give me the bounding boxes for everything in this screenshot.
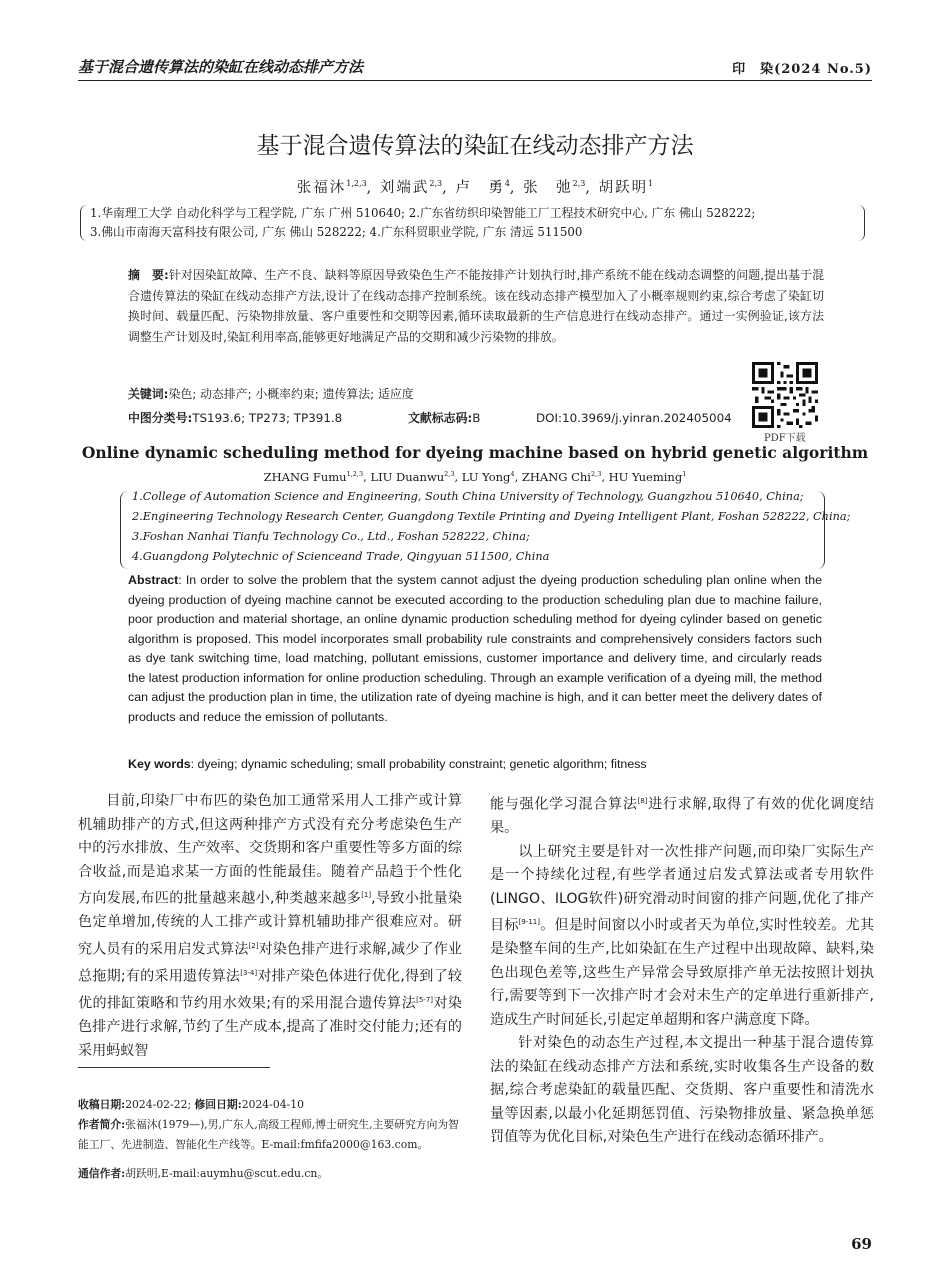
author-sep: , [366, 180, 374, 196]
author-name: 胡跃明 [598, 180, 649, 196]
page-number: 69 [851, 1235, 872, 1253]
affiliation-line: 1.华南理工大学 自动化科学与工程学院, 广东 广州 510640; 2.广东省纺织印染智能工厂工程技术研究中心, 广东 佛山 528222; [90, 206, 756, 220]
abstract-cn [128, 265, 824, 347]
keywords-text-en: : dyeing; dynamic scheduling; small probability constraint; genetic algorithm; fitness [190, 757, 647, 771]
qr-label: PDF下载 [764, 433, 806, 444]
corr-text: 胡跃明,E-mail:auymhu@scut.edu.cn。 [125, 1167, 329, 1180]
qr-code-icon[interactable] [752, 362, 818, 428]
author-name-en: ZHANG Chi [521, 470, 591, 484]
affiliation-line: 3.佛山市南海天富科技有限公司, 广东 佛山 528222; 4.广东科贸职业学院, 广东 清远 511500 [90, 225, 583, 239]
body-column-right [490, 790, 874, 1150]
affiliation-line-en: 4.Guangdong Polytechnic of Scienceand Trade, Qingyuan 511500, China [132, 550, 550, 563]
author-sep: , [514, 470, 522, 484]
footnote [78, 1095, 462, 1184]
running-title: 基于混合遗传算法的染缸在线动态排产方法 [78, 58, 364, 76]
body-text: 进行求解,取得了有效的优化调度结果。 [490, 796, 875, 837]
author-name: 张 弛 [523, 180, 573, 196]
abstract-text: 针对因染缸故障、生产不良、缺料等原因导致染色生产不能按排产计划执行时,排产系统不能在线动态调整的问题,提出基于混合遗传算法的染缸在线动态排产方法,设计了在线动态排产控制系统。该在线动态排产模型加入了小概率规则约束,综合考虑了染缸切换时间、载量匹配、污染物排放量、客户重要性和交期等因素,循环读取最新的生产信息进行在线动态排产。通过一实例验证,该方法调整生产计划及时,染缸利用率高,能够更好地满足产品的交期和减少污染物的排放。 [128, 268, 824, 344]
abstract-label: 摘 要: [128, 268, 169, 282]
footnote-bio [78, 1115, 462, 1155]
revised-date: 2024-04-10 [241, 1098, 304, 1111]
received-date: 2024-02-22; [125, 1098, 195, 1111]
citation-ref: [5-7] [416, 996, 434, 1005]
keywords-label: 关键词: [128, 387, 169, 401]
keywords-text: 染色; 动态排产; 小概率约束; 遗传算法; 适应度 [168, 387, 414, 401]
body-text: 目前,印染厂中布匹的染色加工通常采用人工排产或计算机辅助排产的方式,但这两种排产方式没有充分考虑染色生产中的污水排放、生产效率、交货期和客户重要性等多方面的综合收益,而是追求某一方面的性能最佳。随着产品趋于个性化方向发展,布匹的批量越来越小,种类越来越多 [78, 793, 462, 907]
keywords-en [128, 757, 647, 771]
header-rule [78, 80, 872, 81]
author-sup: 2,3 [572, 179, 586, 189]
abstract-label-en: Abstract [128, 573, 179, 587]
body-text: 对染色排产进行求解,减少了作业总拖期;有的采用遗传算法 [78, 941, 462, 985]
body-paragraph [78, 790, 462, 1063]
author-sup: 1 [648, 179, 654, 189]
author-sep: , [601, 470, 609, 484]
citation-ref: [8] [637, 797, 648, 805]
bio-text: 张福沐(1979—),男,广东人,高级工程师,博士研究生,主要研究方向为智能工厂、先进制造、智能化生产线等。E-mail:fmfifa2000@163.com。 [78, 1118, 459, 1151]
author-sep: , [454, 470, 462, 484]
author-name-en: LU Yong [461, 470, 511, 484]
affiliation-line-en: 1.College of Automation Science and Engineering, South China University of Technology, Guangzhou 510640, China; [132, 490, 804, 503]
body-text: 。但是时间窗以小时或者天为单位,实时性较差。尤其是染整车间的生产,比如染缸在生产过程中出现故障、缺料,染色出现色差等,这些生产异常会导致原排产单无法按照计划执行,需要等到下一次排产时才会对未生产的定单进行重新排产,造成生产时间延长,引起定单超期和客户满意度下降。 [490, 917, 874, 1028]
author-sup-en: 1,2,3 [346, 470, 364, 479]
author-sup: 2,3 [429, 179, 443, 189]
footnote-corresponding [78, 1164, 462, 1184]
author-sup-en: 2,3 [444, 470, 455, 479]
footnote-dates [78, 1095, 462, 1115]
doi-value: 10.3969/j.yinran.202405004 [562, 411, 732, 425]
keywords-label-en: Key words [128, 757, 191, 771]
journal-issue: 印 染(2024 No.5) [732, 62, 872, 77]
corr-label: 通信作者: [78, 1167, 126, 1180]
bio-label: 作者简介: [78, 1118, 126, 1131]
keywords-cn [128, 384, 414, 405]
author-sep: , [509, 180, 517, 196]
received-label: 收稿日期: [78, 1098, 126, 1111]
citation-ref: [9-11] [518, 918, 540, 927]
author-name: 卢 勇 [455, 180, 505, 196]
body-text: 对染色排产进行求解,节约了生产成本,提高了准时交付能力;还有的采用蚂蚁智 [78, 995, 463, 1059]
author-sep: , [442, 180, 449, 196]
body-text: 能与强化学习混合算法 [490, 796, 638, 813]
affiliation-line-en: 3.Foshan Nanhai Tianfu Technology Co., Ltd., Foshan 528222, China; [132, 530, 530, 543]
body-text: 以上研究主要是针对一次性排产问题,而印染厂实际生产是一个持续化过程,有些学者通过启发式算法或者专用软件(LINGO、ILOG软件)研究滑动时间窗的排产问题,优化了排产目标 [490, 843, 874, 934]
citation-ref: [2] [248, 941, 259, 950]
classification-line [128, 408, 748, 429]
affiliation-line-en: 2.Engineering Technology Research Center, Guangdong Textile Printing and Dyeing Intelligent Plant, Foshan 528222, China; [132, 510, 851, 523]
author-sup: 1,2,3 [346, 179, 367, 189]
body-text: 对排产染色体进行优化,得到了较优的排缸策略和节约用水效果;有的采用混合遗传算法 [78, 968, 462, 1012]
author-list-cn [0, 176, 950, 197]
body-column-left [78, 790, 462, 1063]
author-sup: 4 [504, 179, 510, 189]
citation-ref: [3-4] [240, 968, 258, 977]
paper-title-en: Online dynamic scheduling method for dyeing machine based on hybrid genetic algorithm [81, 443, 869, 462]
abstract-en [128, 571, 822, 727]
author-sup-en: 1 [682, 470, 687, 479]
footnote-rule [78, 1067, 270, 1068]
author-sep: , [363, 470, 371, 484]
doc-code-value: B [472, 411, 481, 425]
doc-code-label: 文献标志码: [408, 411, 473, 425]
author-sep: , [585, 180, 592, 196]
body-paragraph [490, 790, 874, 841]
paper-title: 基于混合遗传算法的染缸在线动态排产方法 [256, 133, 694, 159]
abstract-text-en: : In order to solve the problem that the system cannot adjust the dyeing production scheduling plan online when the dyeing production of dyeing machine cannot be executed according to the production scheduling plan due to machine failure, poor production and material shortage, an online dynamic production scheduling method for dyeing cylinder based on genetic algorithm is proposed. This model incorporates small probability rule constraints and comprehensively considers factors such as dye tank switching time, load matching, pollutant emissions, customer importance and delivery time, and circularly reads the latest production information for online production scheduling. Through an example verification of a dyeing mill, the method can adjust the production plan in time, the utilization rate of dyeing machine is high, and it can better meet the delivery dates of products and reduce the emission of pollutants. [128, 573, 822, 724]
author-sup-en: 2,3 [591, 470, 602, 479]
author-list-en [0, 470, 950, 484]
clc-value: TS193.6; TP273; TP391.8 [192, 411, 343, 425]
author-name-en: ZHANG Fumu [263, 470, 347, 484]
author-sup-en: 4 [510, 470, 515, 479]
author-name: 刘端武 [379, 180, 430, 196]
citation-ref: [1] [361, 891, 372, 899]
doi-label: DOI: [536, 411, 563, 425]
clc-label: 中图分类号: [128, 411, 193, 425]
author-name: 张福沐 [296, 180, 347, 196]
body-paragraph: 针对染色的动态生产过程,本文提出一种基于混合遗传算法的染缸在线动态排产方法和系统,实时收集各生产设备的数据,综合考虑染缸的载量匹配、交货期、客户重要性和清洗水量等因素,以最小化延期惩罚值、污染物排放量、紧急换单惩罚值等为优化目标,对染色生产进行在线动态循环排产。 [490, 1035, 874, 1146]
body-paragraph [490, 841, 874, 1033]
author-name-en: LIU Duanwu [370, 470, 445, 484]
body-text: ,导致小批量染色定单增加,传统的人工排产或计算机辅助排产很难应对。研究人员有的采用启发式算法 [78, 890, 462, 958]
revised-label: 修回日期: [194, 1098, 242, 1111]
author-name-en: HU Yueming [608, 470, 683, 484]
